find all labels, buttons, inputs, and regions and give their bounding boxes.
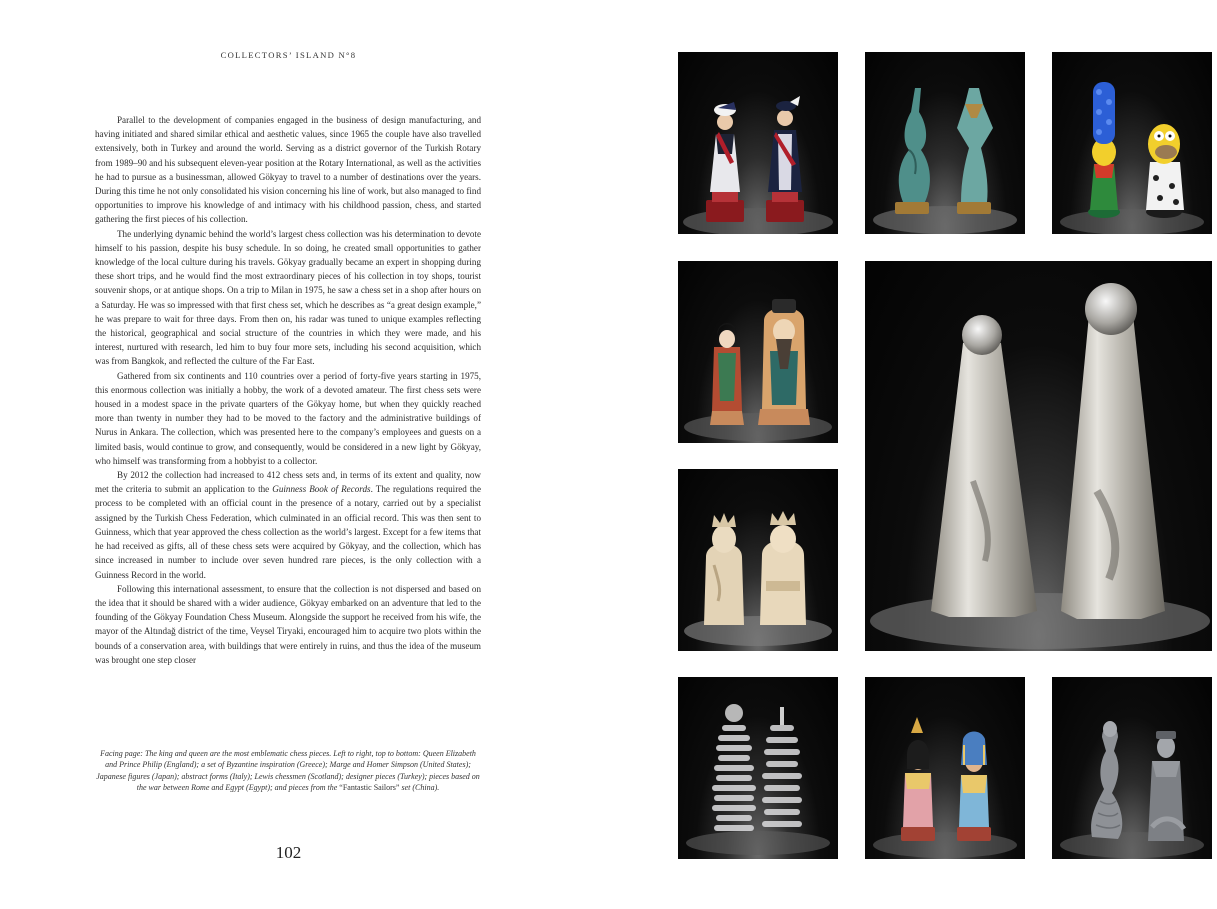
photo-queen-elizabeth-prince-philip: [678, 52, 838, 234]
paragraph: Following this international assessment, to ensure that the collection is not dispersed and based on the idea that it should be shared with a wider audience, Gökyay embarked on an adventure that led to the founding of the Gökyay Foundation Chess Museum. Alongside the support he received from his wife, the mayor of the Altındağ district of the time, Veysel Tiryaki, encouraged him to acquire two plots within the bounds of a conservation area, with buildings that were entirely in ruins, and thus the idea of the museum was brought one step closer: [95, 583, 481, 665]
photo-abstract-forms: [865, 261, 1212, 651]
chess-piece-illustration: [1052, 52, 1212, 234]
chess-piece-illustration: [678, 469, 838, 651]
chess-piece-illustration: [865, 677, 1025, 859]
caption-set-name: “Fantastic Sailors”: [339, 782, 400, 792]
page-number: 102: [275, 843, 302, 862]
caption-text: Facing page: The king and queen are the most emblematic chess pieces. Left to right, top to bottom: Queen Elizabeth and Prince Philip (England); a set of Byzantine inspiration (Greece); Marge and Homer Simpson (United States); Japanese figures (Japan); abstract forms (Italy); Lewis chessmen (Scotland); designer pieces (Turkey); pieces based on the war between Rome and Egypt (Egypt); and pieces from the: [96, 749, 480, 792]
chess-piece-illustration: [678, 52, 838, 234]
chess-piece-illustration: [678, 677, 838, 859]
photo-lewis-chessmen: [678, 469, 838, 651]
chess-piece-illustration: [865, 52, 1025, 234]
photo-byzantine-set: [865, 52, 1025, 234]
photo-rome-egypt-pieces: [865, 677, 1025, 859]
chess-piece-illustration: [865, 261, 1212, 651]
paragraph: Gathered from six continents and 110 countries over a period of forty-five years starting in 1975, this enormous collection was initially a hobby, the work of a devoted amateur. The first chess sets were housed in a modest space in the private quarters of the Gökyay home, but when they quickly reached more than twenty in number they had to be moved to the factory and the administrative buildings of Nurus in Ankara. The collection, which was presented here to the company’s employees and guests on a limited basis, would continue to grow, and consequently, would be considered in a new light by Gökyay, who himself was transforming from a hobbyist to a collector.: [95, 370, 481, 466]
paragraph: Parallel to the development of companies engaged in the business of design manufacturing, and having initiated and shared similar ethical and aesthetic values, since 1965 the couple have also travelled extensively, both in Turkey and around the world. Serving as a district governor of the Turkish Rotary from 1989–90 and his subsequent eleven-year position at the Rotary International, as well as the activities he had to pursue as a businessman, allowed Gökyay to travel to a number of destinations over the years. During this time he not only consolidated his vision concerning his line of work, but also managed to find opportunities to improve his knowledge of and intimacy with his childhood passion, chess, and started gathering the first pieces of his collection.: [95, 115, 481, 225]
photo-caption: [95, 748, 481, 793]
photo-japanese-figures: [678, 261, 838, 443]
running-header: COLLECTORS’ ISLAND N°8: [220, 50, 357, 60]
caption-text: set (China).: [399, 782, 440, 792]
paragraph: The underlying dynamic behind the world’s largest chess collection was his determination to devote himself to his passion, despite his busy schedule. In so doing, he created small opportunities to gather knowledge of the local culture during his travels. Gökyay gradually became an expert in shopping during these short trips, and he would find the most extraordinary pieces of his collection in toy shops, tourist souvenir shops, or at antique shops. On a trip to Milan in 1975, he saw a chess set in a shop after hours on a Saturday. He was so impressed with that first chess set, which he describes as “a great design example,” he was prepare to wait for three days. From then on, his radar was tuned to unique examples reflecting the historical, geographical and social structure of the countries in which they were made, and his interest, nurtured with research, led him to buy four more sets, including his second acquisition, which was from Bangkok, and reflected the culture of the Far East.: [95, 228, 481, 367]
body-text: [95, 113, 481, 667]
paragraph: [95, 468, 481, 582]
paragraph-text: By 2012 the collection had increased to 412 chess sets and, in terms of its extent and quality, now met the criteria to submit an application to the: [95, 470, 481, 495]
photo-fantastic-sailors: [1052, 677, 1212, 859]
chess-piece-illustration: [678, 261, 838, 443]
book-title: Guinness Book of Records: [272, 484, 371, 495]
paragraph-text: . The regulations required the process to be completed with an official count in the presence of a notary, carried out by a specialist assigned by the Turkish Chess Federation, which culminated in an official record. This was then sent to Guinness, which that year approved the chess collection as the world’s largest. Except for a few items that he had received as gifts, all of these chess sets were acquired by Gökyay, and the collection, which has since increased in number to include over seven hundred rare pieces, is the only collection with a Guinness Record in the world.: [95, 484, 481, 580]
photo-designer-pieces: [678, 677, 838, 859]
photo-marge-homer-simpson: [1052, 52, 1212, 234]
chess-piece-illustration: [1052, 677, 1212, 859]
